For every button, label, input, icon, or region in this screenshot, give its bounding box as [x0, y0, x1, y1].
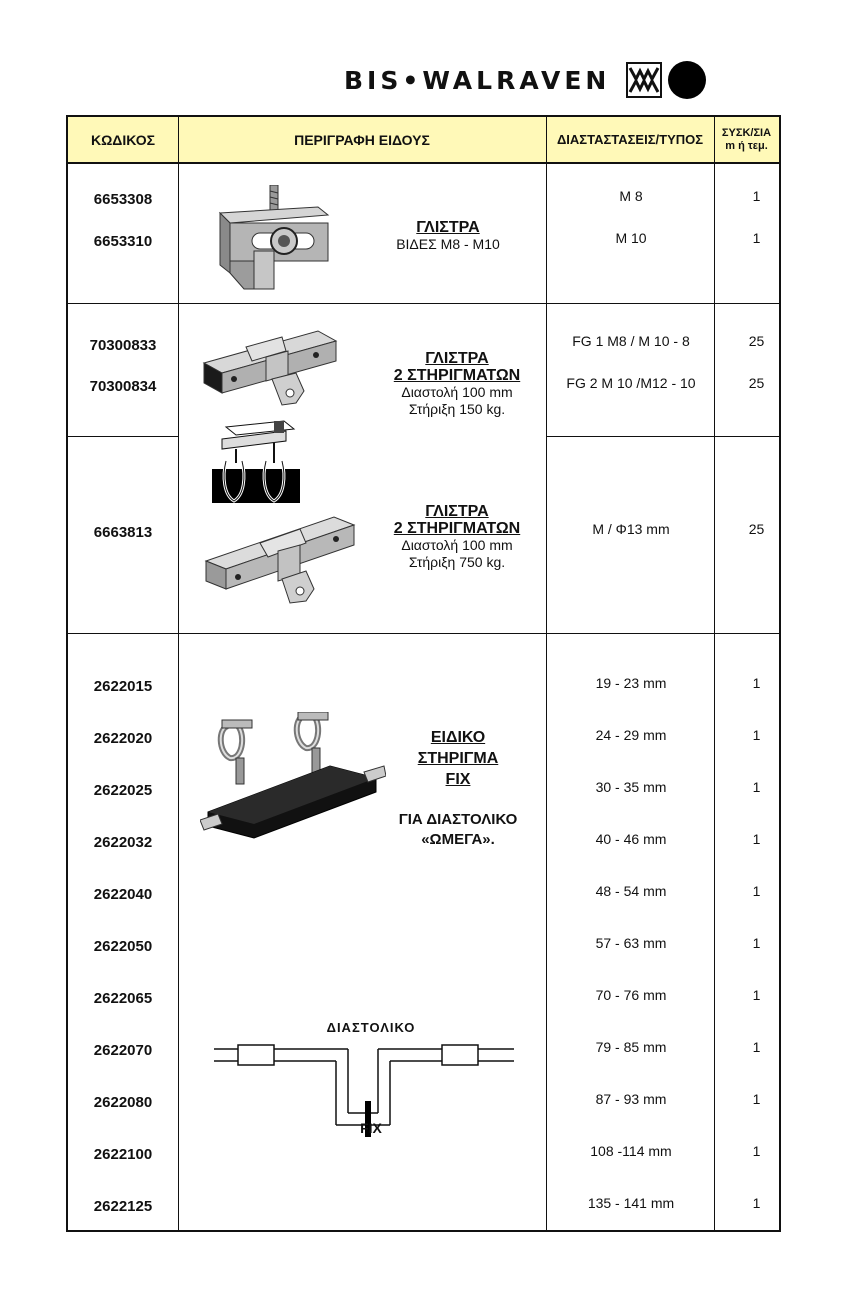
- product-title: 2 ΣΤΗΡΙΓΜΑΤΩΝ: [393, 367, 521, 384]
- header-description: ΠΕΡΙΓΡΑΦΗ ΕΙΔΟΥΣ: [294, 131, 430, 148]
- product-quantity: 1: [752, 230, 761, 246]
- product-spec: Διαστολή 100 mm: [401, 384, 513, 400]
- product-description: [364, 503, 550, 571]
- product-description: [398, 727, 518, 790]
- fix-support-image: [200, 712, 386, 857]
- product-quantity: 1: [752, 883, 761, 899]
- product-dimension: FG 2 M 10 /M12 - 10: [566, 375, 696, 391]
- product-code: 6663813: [93, 524, 153, 541]
- product-description: [364, 350, 550, 418]
- row-divider: [68, 303, 779, 304]
- product-quantity: 1: [752, 935, 761, 951]
- product-code: 2622100: [93, 1146, 153, 1163]
- product-dimension: 48 - 54 mm: [595, 883, 667, 899]
- product-dimension: 19 - 23 mm: [595, 675, 667, 691]
- product-quantity: 1: [752, 675, 761, 691]
- product-spec: Διαστολή 100 mm: [401, 537, 513, 553]
- product-title: ΓΛΙΣΤΡΑ: [416, 219, 480, 236]
- product-quantity: 1: [752, 987, 761, 1003]
- product-code: 2622070: [93, 1042, 153, 1059]
- product-dimension: 40 - 46 mm: [595, 831, 667, 847]
- product-quantity: 1: [752, 1091, 761, 1107]
- product-quantity: 25: [748, 521, 765, 537]
- row-divider: [68, 436, 178, 437]
- product-title: ΣΤΗΡΙΓΜΑ: [417, 750, 499, 767]
- product-subtitle: ΒΙΔΕΣ Μ8 - Μ10: [396, 236, 500, 252]
- product-spec: Στήριξη 750 kg.: [408, 554, 506, 570]
- product-quantity: 1: [752, 779, 761, 795]
- brand-name: BIS•WALRAVEN: [344, 65, 611, 95]
- product-code: 2622015: [93, 678, 153, 695]
- brand-logo-icon: [626, 62, 662, 98]
- product-dimension: FG 1 M8 / M 10 - 8: [572, 333, 690, 349]
- product-code: 2622040: [93, 886, 153, 903]
- product-quantity: 1: [752, 1143, 761, 1159]
- product-quantity: 1: [752, 727, 761, 743]
- product-spec: Στήριξη 150 kg.: [408, 401, 506, 417]
- slide-bracket-image: [214, 185, 332, 298]
- product-quantity: 1: [752, 831, 761, 847]
- product-title: FIX: [445, 771, 471, 788]
- diagram-label-bottom: FIX: [360, 1120, 382, 1136]
- product-code: 6653310: [93, 233, 153, 250]
- product-code: 2622080: [93, 1094, 153, 1111]
- two-support-slide-image: [196, 321, 342, 418]
- product-code: 2622065: [93, 990, 153, 1007]
- product-dimension: M / Φ13 mm: [592, 521, 670, 537]
- product-code: 6653308: [93, 191, 153, 208]
- product-dimension: 24 - 29 mm: [595, 727, 667, 743]
- product-table: [66, 115, 781, 1232]
- brand-dot-icon: [668, 61, 706, 99]
- product-code: 2622032: [93, 834, 153, 851]
- product-dimension: M 8: [619, 188, 643, 204]
- heavy-slide-image: [202, 509, 362, 610]
- product-quantity: 1: [752, 1195, 761, 1211]
- product-quantity: 1: [752, 1039, 761, 1055]
- diagram-label-top: ΔΙΑΣΤΟΛΙΚΟ: [326, 1020, 416, 1035]
- header-package: [714, 117, 779, 162]
- product-quantity: 1: [752, 188, 761, 204]
- product-title: ΓΛΙΣΤΡΑ: [425, 503, 489, 520]
- product-dimension: 135 - 141 mm: [587, 1195, 675, 1211]
- product-description: [368, 219, 528, 253]
- product-code: 2622125: [93, 1198, 153, 1215]
- product-note-line: ΓΙΑ ΔΙΑΣΤΟΛΙΚΟ: [398, 811, 518, 828]
- row-divider: [546, 436, 779, 437]
- row-divider: [68, 633, 779, 634]
- product-dimension: 79 - 85 mm: [595, 1039, 667, 1055]
- product-note-line: «ΩΜΕΓΑ».: [421, 831, 495, 848]
- header-code: ΚΩΔΙΚΟΣ: [90, 131, 156, 148]
- header-package-line1: ΣΥΣΚ/ΣΙΑ: [721, 126, 772, 139]
- product-dimension: 30 - 35 mm: [595, 779, 667, 795]
- product-quantity: 25: [748, 375, 765, 391]
- product-code: 2622050: [93, 938, 153, 955]
- product-dimension: 57 - 63 mm: [595, 935, 667, 951]
- product-code: 70300834: [89, 378, 157, 395]
- product-dimension: 87 - 93 mm: [595, 1091, 667, 1107]
- column-divider: [178, 117, 179, 1230]
- product-dimension: 108 -114 mm: [590, 1143, 672, 1159]
- product-code: 70300833: [89, 337, 157, 354]
- product-code: 2622020: [93, 730, 153, 747]
- product-title: ΓΛΙΣΤΡΑ: [425, 350, 489, 367]
- product-note: [378, 810, 538, 850]
- product-dimension: 70 - 76 mm: [595, 987, 667, 1003]
- column-divider: [714, 117, 715, 1230]
- product-title: 2 ΣΤΗΡΙΓΜΑΤΩΝ: [393, 520, 521, 537]
- column-divider: [546, 117, 547, 1230]
- header-package-line2: m ή τεμ.: [725, 139, 768, 152]
- mounting-diagram-image: [212, 419, 302, 510]
- product-title: ΕΙΔΙΚΟ: [430, 729, 486, 746]
- brand-header: [344, 58, 706, 102]
- product-code: 2622025: [93, 782, 153, 799]
- product-quantity: 25: [748, 333, 765, 349]
- header-dimensions: ΔΙΑΣΤΑΣΤΑΣΕΙΣ/ΤΥΠΟΣ: [556, 132, 704, 147]
- product-dimension: M 10: [615, 230, 647, 246]
